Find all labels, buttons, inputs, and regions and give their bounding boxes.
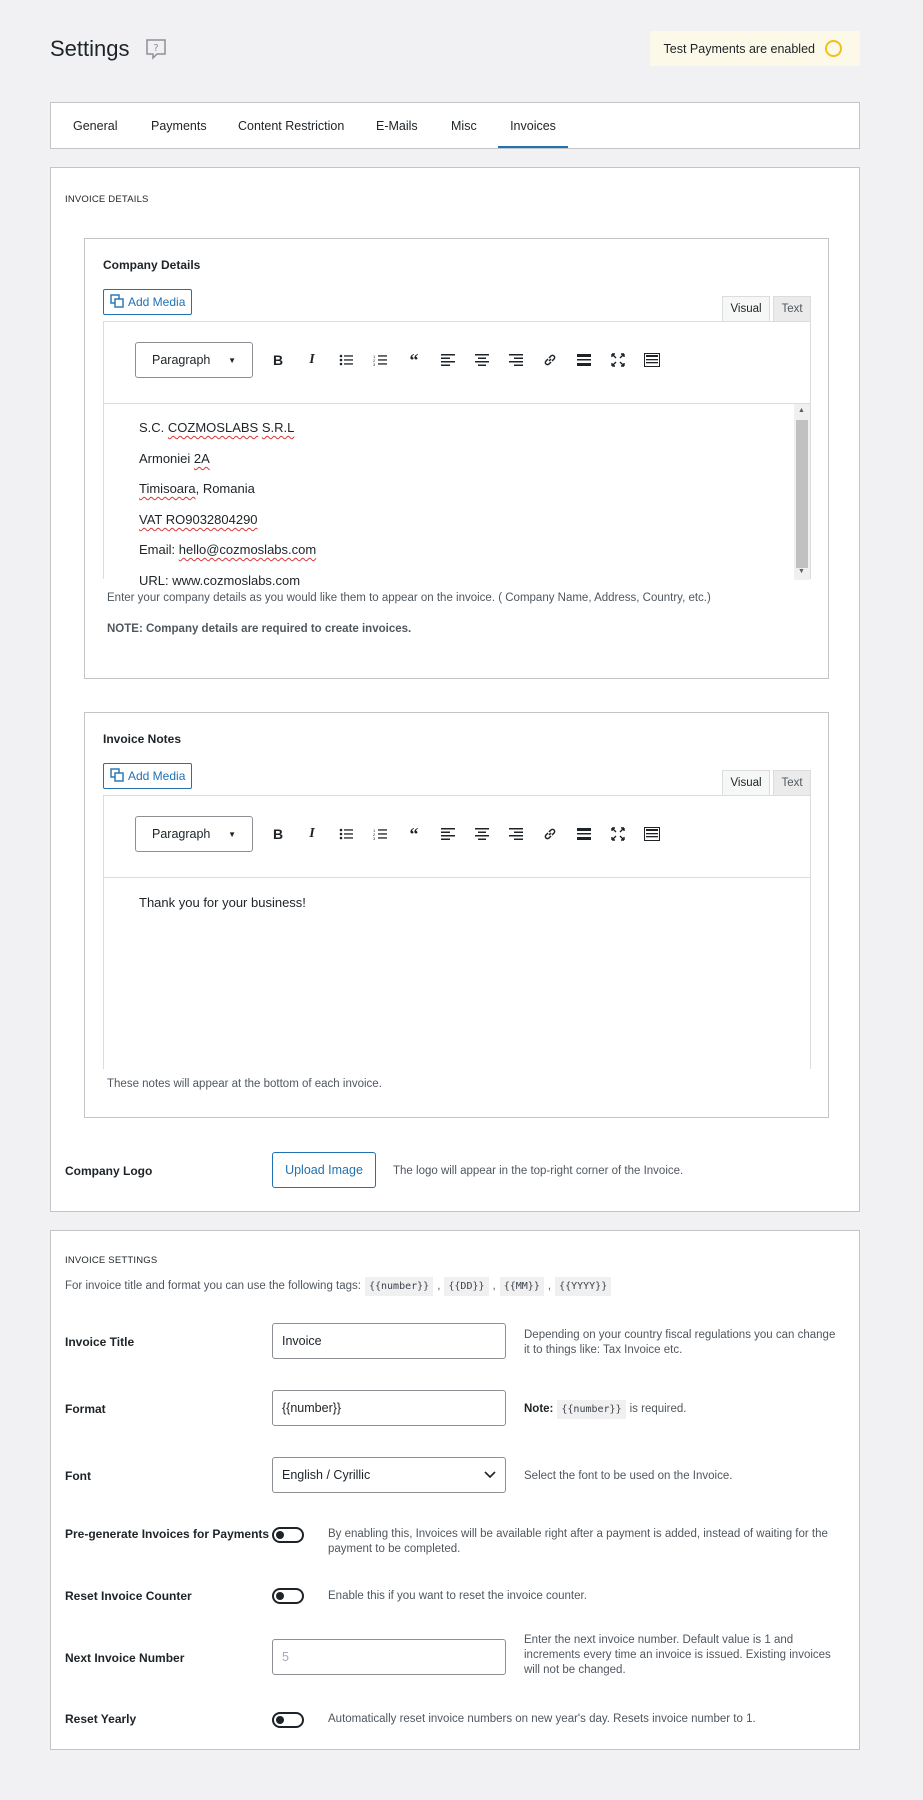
svg-text:?: ?	[153, 43, 159, 54]
bullet-list-icon[interactable]	[335, 823, 357, 845]
next-number-input[interactable]: 5	[272, 1639, 506, 1675]
upload-image-button[interactable]: Upload Image	[272, 1152, 376, 1188]
font-select[interactable]	[272, 1457, 506, 1493]
editor-toolbar	[103, 321, 811, 403]
tab-general[interactable]: General	[73, 119, 118, 133]
tag-code: {{number}}	[365, 1277, 433, 1296]
section-title: INVOICE DETAILS	[65, 194, 149, 205]
pregenerate-desc: By enabling this, Invoices will be available right after a payment is added, instead of waiting for the payment to be completed.	[328, 1528, 828, 1555]
reset-counter-toggle[interactable]	[272, 1588, 304, 1604]
numbered-list-icon[interactable]	[369, 823, 391, 845]
media-icon	[110, 768, 124, 785]
toggle-knob	[276, 1592, 284, 1600]
scroll-down-icon[interactable]: ▼	[798, 568, 805, 575]
numbered-list-icon[interactable]	[369, 349, 391, 371]
tab-payments[interactable]: Payments	[151, 119, 207, 133]
tab-misc[interactable]: Misc	[451, 119, 477, 133]
blockquote-icon[interactable]: “	[409, 823, 419, 844]
format-select[interactable]	[135, 342, 253, 378]
scrollbar-thumb[interactable]	[796, 420, 808, 568]
reset-counter-desc: Enable this if you want to reset the invoice counter.	[328, 1590, 587, 1602]
visual-tab[interactable]: Visual	[722, 296, 770, 322]
fullscreen-icon[interactable]	[607, 823, 629, 845]
tab-invoices[interactable]: Invoices	[498, 119, 568, 148]
text-tab[interactable]: Text	[773, 296, 811, 322]
pregenerate-label: Pre-generate Invoices for Payments	[65, 1527, 270, 1541]
test-payments-text: Test Payments are enabled	[663, 41, 815, 56]
editor-line: Email: hello@cozmoslabs.com	[139, 542, 317, 557]
company-details-note: NOTE: Company details are required to create invoices.	[107, 623, 412, 635]
tag-code: {{DD}}	[444, 1277, 488, 1296]
editor-toolbar	[103, 795, 811, 877]
reset-yearly-label: Reset Yearly	[65, 1712, 137, 1726]
tags-intro: For invoice title and format you can use the following tags: {{number}} , {{DD}} , {{MM}} , {{YYYY}}	[65, 1277, 611, 1296]
invoice-title-desc: Depending on your country fiscal regulations you can change it to things like: Tax Invoice etc.	[524, 1329, 836, 1356]
align-right-icon[interactable]	[505, 349, 527, 371]
toggle-knob	[276, 1531, 284, 1539]
editor-line: Thank you for your business!	[139, 895, 306, 910]
format-select[interactable]	[135, 816, 253, 852]
scrollbar[interactable]	[794, 404, 810, 580]
font-label: Font	[65, 1469, 91, 1483]
editor-line: VAT RO9032804290	[139, 512, 258, 527]
company-details-box	[84, 238, 829, 679]
invoice-title-input[interactable]: Invoice	[272, 1323, 506, 1359]
invoice-notes-box	[84, 712, 829, 1118]
format-note-rest: is required.	[629, 1403, 687, 1415]
read-more-icon[interactable]	[573, 823, 595, 845]
editor-line: Timisoara, Romania	[139, 481, 255, 496]
format-select-value: Paragraph	[152, 827, 211, 841]
help-bubble-icon[interactable]	[144, 37, 168, 61]
add-media-button[interactable]	[103, 289, 192, 315]
tab-content-restriction[interactable]: Content Restriction	[238, 119, 345, 133]
tags-intro-text: For invoice title and format you can use the following tags:	[65, 1280, 361, 1292]
invoice-notes-editor[interactable]	[103, 877, 811, 1069]
invoice-settings-card	[50, 1230, 860, 1750]
font-desc: Select the font to be used on the Invoice.	[524, 1470, 733, 1482]
company-details-label: Company Details	[103, 258, 201, 272]
svg-text:1: 1	[373, 828, 376, 833]
chevron-down-icon	[484, 1468, 496, 1482]
settings-tabs	[50, 102, 860, 149]
add-media-button[interactable]	[103, 763, 192, 789]
align-right-icon[interactable]	[505, 823, 527, 845]
reset-counter-label: Reset Invoice Counter	[65, 1589, 192, 1603]
company-details-editor[interactable]	[103, 403, 811, 588]
format-input[interactable]: {{number}}	[272, 1390, 506, 1426]
svg-text:1: 1	[373, 354, 376, 359]
svg-text:2: 2	[373, 832, 376, 837]
reset-yearly-toggle[interactable]	[272, 1712, 304, 1728]
svg-text:3: 3	[373, 362, 376, 367]
media-icon	[110, 294, 124, 311]
toolbar-toggle-icon[interactable]	[641, 349, 663, 371]
visual-tab[interactable]: Visual	[722, 770, 770, 796]
format-label: Format	[65, 1402, 106, 1416]
section-title: INVOICE SETTINGS	[65, 1255, 158, 1266]
bold-icon[interactable]: B	[272, 826, 284, 842]
invoice-details-card	[50, 167, 860, 1212]
format-note	[524, 1400, 687, 1419]
text-tab[interactable]: Text	[773, 770, 811, 796]
align-center-icon[interactable]	[471, 349, 493, 371]
tag-code: {{number}}	[557, 1400, 625, 1419]
tag-code: {{YYYY}}	[555, 1277, 611, 1296]
fullscreen-icon[interactable]	[607, 349, 629, 371]
editor-line: Armoniei 2A	[139, 451, 210, 466]
format-select-value: Paragraph	[152, 353, 211, 367]
link-icon[interactable]	[539, 823, 561, 845]
company-logo-label: Company Logo	[65, 1164, 153, 1178]
link-icon[interactable]	[539, 349, 561, 371]
invoice-notes-hint: These notes will appear at the bottom of each invoice.	[107, 1078, 382, 1090]
next-number-desc: Enter the next invoice number. Default value is 1 and increments every time an invoice is issued. Existing invoices will not be changed.	[524, 1634, 831, 1676]
reset-yearly-desc: Automatically reset invoice numbers on new year's day. Resets invoice number to 1.	[328, 1713, 756, 1725]
read-more-icon[interactable]	[573, 349, 595, 371]
toggle-knob	[276, 1716, 284, 1724]
invoice-title-label: Invoice Title	[65, 1335, 135, 1349]
page-title: Settings	[50, 36, 130, 61]
pregenerate-toggle[interactable]	[272, 1527, 304, 1543]
bullet-list-icon[interactable]	[335, 349, 357, 371]
caret-down-icon: ▼	[228, 355, 236, 365]
add-media-label: Add Media	[128, 769, 186, 783]
blockquote-icon[interactable]: “	[409, 349, 419, 370]
align-center-icon[interactable]	[471, 823, 493, 845]
svg-text:2: 2	[373, 358, 376, 363]
invoice-notes-label: Invoice Notes	[103, 732, 182, 746]
scroll-up-icon[interactable]: ▲	[798, 407, 805, 414]
editor-line: S.C. COZMOSLABS S.R.L	[139, 420, 295, 435]
company-details-hint: Enter your company details as you would like them to appear on the invoice. ( Company Name, Address, Country, etc.)	[107, 592, 711, 604]
align-left-icon[interactable]	[437, 349, 459, 371]
editor-line: URL: www.cozmoslabs.com	[139, 573, 301, 588]
italic-icon[interactable]: I	[309, 826, 315, 841]
test-payments-notice	[650, 31, 860, 66]
caret-down-icon: ▼	[228, 829, 236, 839]
company-logo-desc: The logo will appear in the top-right corner of the Invoice.	[393, 1165, 684, 1177]
tab-emails[interactable]: E-Mails	[376, 119, 418, 133]
add-media-label: Add Media	[128, 295, 186, 309]
status-ring-icon	[825, 40, 842, 57]
next-number-label: Next Invoice Number	[65, 1651, 185, 1665]
font-select-value: English / Cyrillic	[282, 1468, 371, 1482]
align-left-icon[interactable]	[437, 823, 459, 845]
bold-icon[interactable]: B	[272, 352, 284, 368]
svg-text:3: 3	[373, 836, 376, 841]
italic-icon[interactable]: I	[309, 352, 315, 367]
format-note-label: Note:	[524, 1403, 554, 1415]
toolbar-toggle-icon[interactable]	[641, 823, 663, 845]
tag-code: {{MM}}	[500, 1277, 544, 1296]
